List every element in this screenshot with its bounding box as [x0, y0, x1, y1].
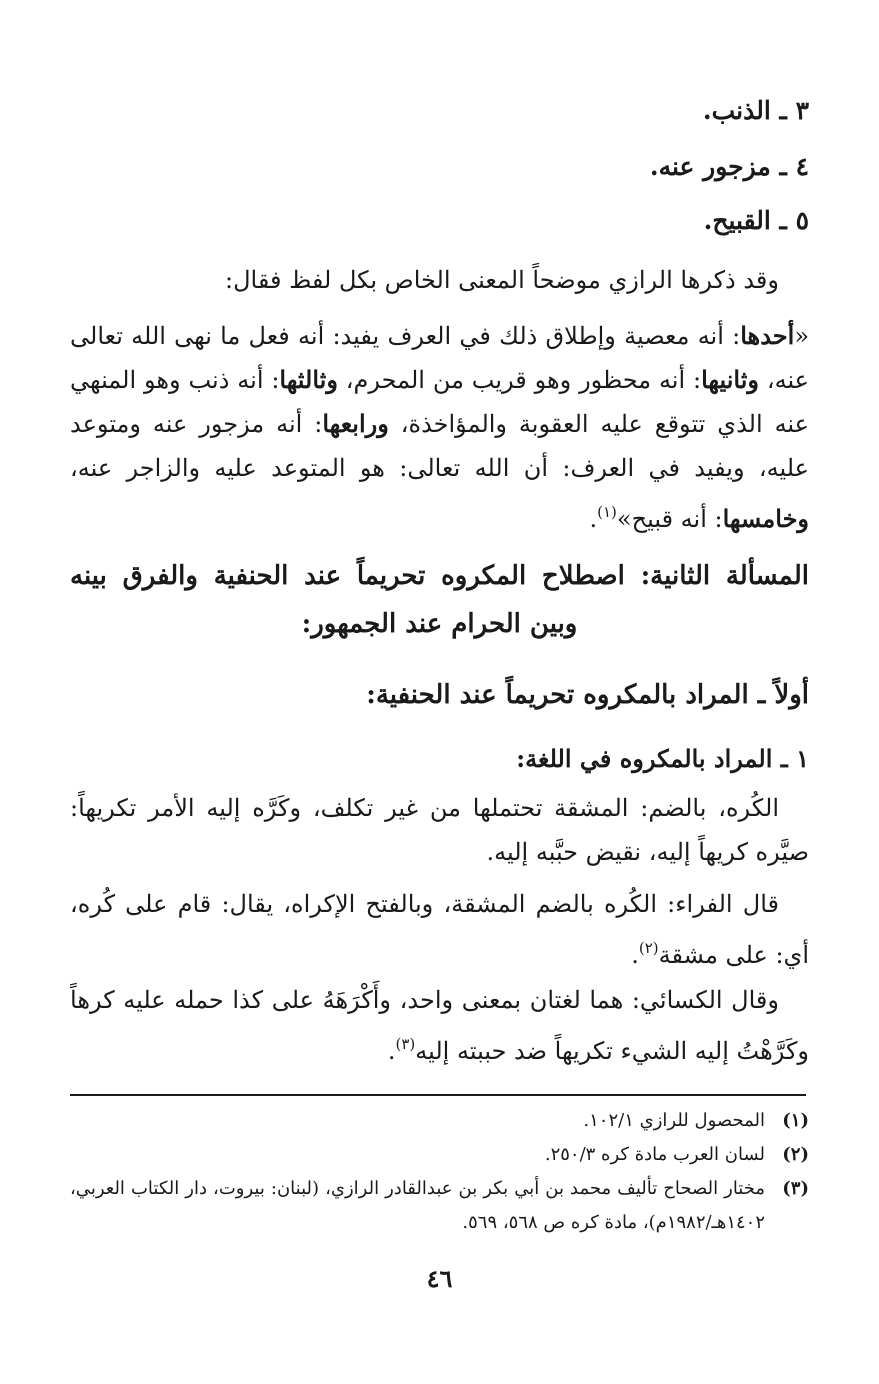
quote-text-4: : أنه مزجور عنه ومتوعد عليه، ويفيد في العرف: أن الله تعالى: هو المتوعد عليه والزاجر عنه، — [70, 410, 809, 482]
subheading-1: أولاً ـ المراد بالمكروه تحريماً عند الحنفية: — [366, 680, 809, 710]
footnote-text: مختار الصحاح تأليف محمد بن أبي بكر بن عبدالقادر الرازي، (لبنان: بيروت، دار الكتاب العربي، ١٤٠٢هـ/١٩٨٢م)، مادة كره ص ٥٦٨، ٥٦٩. — [70, 1178, 765, 1233]
paragraph-2-end: . — [631, 941, 639, 969]
footnote-text: المحصول للرازي ١٠٢/١. — [583, 1110, 765, 1131]
quote-key-5: وخامسها — [722, 504, 809, 533]
quote-key-3: وثالثها — [279, 365, 338, 394]
paragraph-2-text: قال الفراء: الكُره بالضم المشقة، وبالفتح الإكراه، يقال: قام على كُره، أي: على مشقة — [70, 890, 809, 969]
quote-text-3: : أنه ذنب وهو المنهي عنه الذي تتوقع عليه العقوبة والمؤاخذة، — [70, 366, 809, 438]
footnote-3 — [70, 1172, 809, 1240]
section-heading: المسألة الثانية: اصطلاح المكروه تحريماً عند الحنفية والفرق بينه وبين الحرام عند الجمهور: — [70, 561, 809, 639]
list-text: القبيح. — [703, 206, 771, 235]
page-number: ٤٦ — [426, 1264, 453, 1293]
list-text: مزجور عنه. — [649, 152, 771, 181]
paragraph-3-text: وقال الكسائي: هما لغتان بمعنى واحد، وأَكْرَهَهُ على كذا حمله عليه كرهاً وكَرَّهْتُ إليه الشيء تكريهاً ضد حببته إليه — [70, 986, 809, 1065]
footnote-ref-3: (٣) — [395, 1035, 416, 1053]
paragraph-2 — [70, 882, 809, 977]
list-number: ٥ ـ — [779, 206, 809, 235]
paragraph-1: الكُره، بالضم: المشقة تحتملها من غير تكلف، وكَرَّه إليه الأمر تكريهاً: صيَّره كريهاً إليه، نقيض حبَّبه إليه. — [70, 794, 809, 866]
paragraph-3 — [70, 978, 809, 1073]
list-item-4 — [650, 152, 809, 181]
list-item-3 — [703, 96, 809, 125]
footnote-1 — [70, 1104, 809, 1138]
quote-end: . — [589, 505, 598, 533]
quote-text-2: : أنه محظور وهو قريب من المحرم، — [337, 366, 702, 394]
subheading-2: ١ ـ المراد بالمكروه في اللغة: — [516, 744, 809, 773]
quote-paragraph — [70, 314, 809, 541]
quote-key-1: أحدها — [740, 321, 795, 350]
intro-line: وقد ذكرها الرازي موضحاً المعنى الخاص بكل لفظ فقال: — [225, 266, 779, 294]
quote-text-5: : أنه قبيح» — [616, 505, 723, 533]
footnote-number: (١) — [782, 1110, 809, 1131]
quote-open: « — [794, 322, 809, 350]
quote-key-4: ورابعها — [322, 409, 389, 438]
footnote-ref-1: (١) — [597, 503, 617, 521]
paragraph-3-end: . — [387, 1037, 396, 1065]
footnote-text: لسان العرب مادة كره ٢٥٠/٣. — [544, 1144, 765, 1165]
footnote-separator — [70, 1094, 806, 1096]
quote-text-1: : أنه معصية وإطلاق ذلك في العرف يفيد: أنه فعل ما نهى الله تعالى عنه، — [70, 322, 810, 394]
footnote-2 — [70, 1138, 809, 1172]
list-item-5 — [704, 206, 809, 235]
list-number: ٤ ـ — [779, 152, 809, 181]
footnote-number: (٣) — [782, 1178, 809, 1199]
quote-key-2: وثانيها — [701, 365, 759, 394]
footnote-ref-2: (٢) — [638, 939, 659, 957]
footnote-number: (٢) — [782, 1144, 809, 1165]
list-text: الذنب. — [702, 96, 771, 125]
footnotes — [70, 1104, 809, 1240]
list-number: ٣ ـ — [779, 96, 809, 125]
